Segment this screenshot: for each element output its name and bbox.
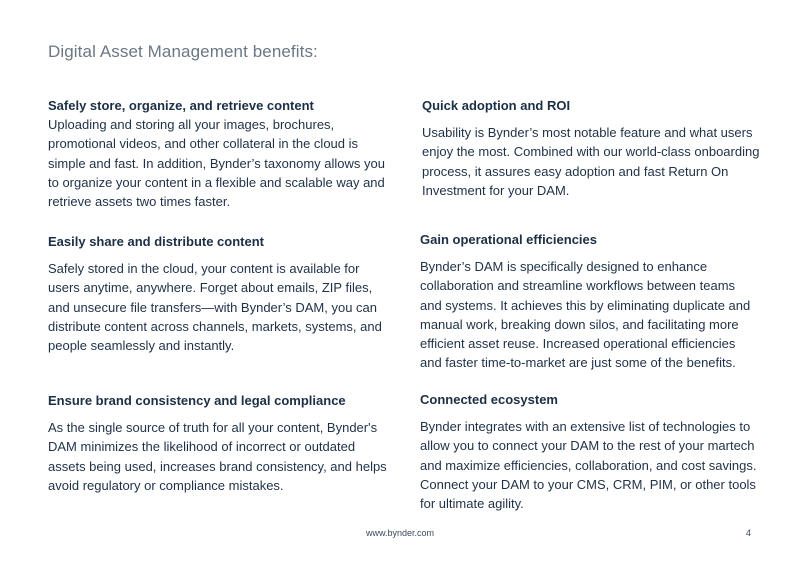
section-heading: Quick adoption and ROI (422, 98, 571, 113)
page-number: 4 (746, 528, 752, 538)
section-quick-adoption (422, 96, 762, 200)
section-heading: Ensure brand consistency and legal compliance (48, 393, 346, 408)
section-share-distribute (48, 232, 388, 355)
section-body: Bynder’s DAM is specifically designed to enhance collaboration and streamline workflows between teams and systems. It achieves this by eliminating duplicate and manual work, breaking down silos, and facilitating more efficient asset reuse. Increased operational efficiencies and faster time-to-market are just some of the benefits. (420, 259, 751, 371)
section-heading: Safely store, organize, and retrieve content (48, 98, 314, 113)
section-body: Bynder integrates with an extensive list of technologies to allow you to connect your DAM to the rest of your martech and maximize efficiencies, collaboration, and cost savings. Connect your DAM to your CMS, CRM, PIM, or other tools for ultimate agility. (420, 419, 757, 512)
section-body: Usability is Bynder’s most notable feature and what users enjoy the most. Combined with our world-class onboarding process, it assures easy adoption and fast Return On Investment for your DAM. (422, 125, 760, 198)
section-store-organize (48, 96, 388, 211)
section-heading: Gain operational efficiencies (420, 232, 597, 247)
footer-url[interactable]: www.bynder.com (365, 528, 435, 538)
section-heading: Easily share and distribute content (48, 234, 264, 249)
section-operational-efficiencies (420, 230, 760, 373)
section-body: Uploading and storing all your images, brochures, promotional videos, and other collateral in the cloud is simple and fast. In addition, Bynder’s taxonomy allows you to organize your content in a flexible and scalable way and retrieve assets two times faster. (48, 117, 385, 210)
section-brand-consistency (48, 391, 388, 495)
section-body: Safely stored in the cloud, your content is available for users anytime, anywhere. Forget about emails, ZIP files, and unsecure file transfers—with Bynder’s DAM, you can distribute content across channels, markets, systems, and people seamlessly and instantly. (48, 261, 382, 354)
page-title: Digital Asset Management benefits: (48, 42, 318, 61)
section-body: As the single source of truth for all your content, Bynder's DAM minimizes the likelihood of incorrect or outdated assets being used, increases brand consistency, and helps avoid regulatory or compliance mistakes. (48, 420, 387, 493)
section-heading: Connected ecosystem (420, 392, 558, 407)
section-connected-ecosystem (420, 390, 760, 513)
